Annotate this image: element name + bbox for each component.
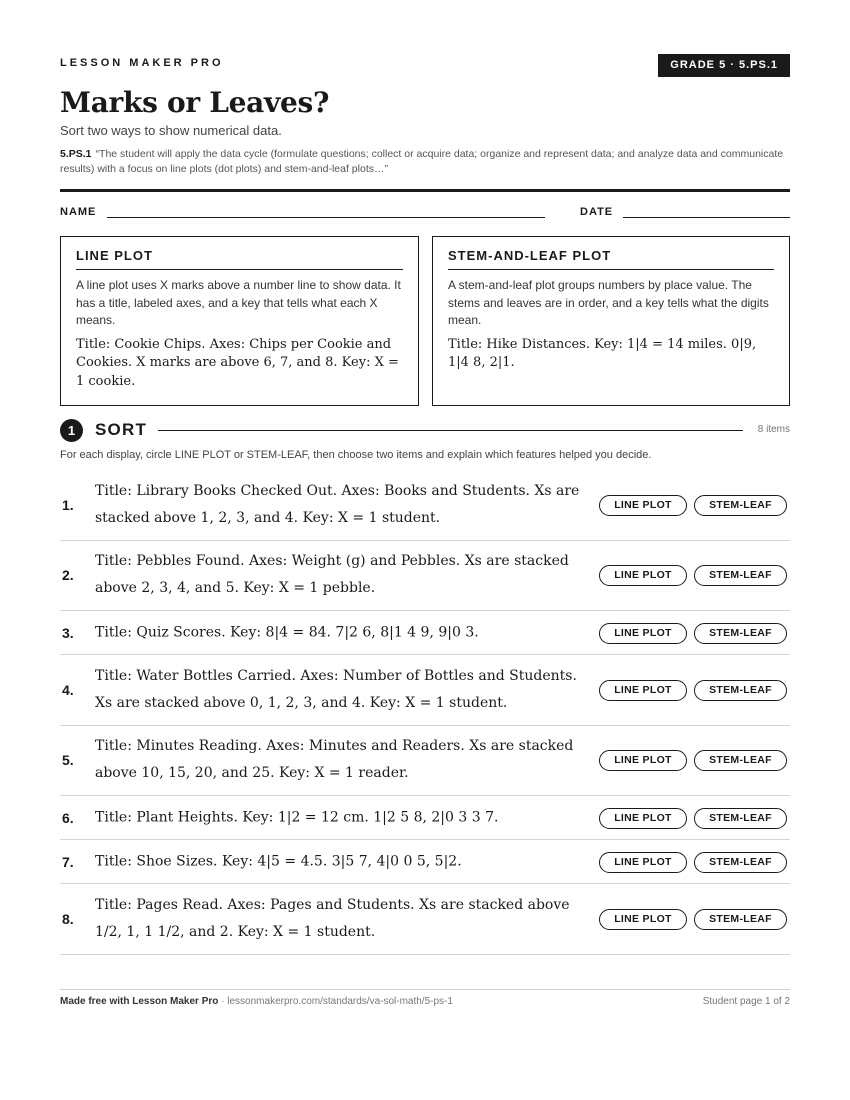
item-text: Title: Water Bottles Carried. Axes: Number of Bottles and Students. Xs are stacked above 0, 1, 2, 3, and 4. Key: X = 1 student. (95, 667, 577, 711)
sort-item (60, 796, 790, 840)
line-plot-choice[interactable]: LINE PLOT (599, 623, 687, 644)
stem-leaf-choice[interactable]: STEM-LEAF (694, 909, 787, 930)
header-divider (60, 189, 790, 192)
choice-group (599, 680, 787, 700)
stem-leaf-box (432, 236, 790, 406)
sort-item (60, 884, 790, 955)
stem-leaf-choice[interactable]: STEM-LEAF (694, 680, 787, 701)
standard-text: “The student will apply the data cycle (formulate questions; collect or acquire data; organize and represent data; and analyze data and communicate results) with a focus on line plots (dot plots) and stem-and-leaf plots…” (60, 148, 784, 175)
stem-leaf-choice[interactable]: STEM-LEAF (694, 565, 787, 586)
item-number: 4. (62, 681, 74, 698)
section-item-count: 8 items (757, 424, 790, 435)
page-footer (60, 989, 790, 1014)
line-plot-choice[interactable]: LINE PLOT (599, 909, 687, 930)
stem-leaf-choice[interactable]: STEM-LEAF (694, 750, 787, 771)
choice-group (599, 565, 787, 585)
page-subtitle: Sort two ways to show numerical data. (60, 123, 282, 138)
item-number: 6. (62, 809, 74, 826)
name-field[interactable] (107, 217, 545, 218)
header (60, 0, 790, 80)
item-text: Title: Plant Heights. Key: 1|2 = 12 cm. 1|2 5 8, 2|0 3 3 7. (95, 809, 499, 825)
brand-name: LESSON MAKER PRO (60, 57, 224, 69)
page-title: Marks or Leaves? (60, 86, 330, 119)
footer-credit: Made free with Lesson Maker Pro (60, 996, 219, 1007)
line-plot-choice[interactable]: LINE PLOT (599, 565, 687, 586)
line-plot-choice[interactable]: LINE PLOT (599, 808, 687, 829)
grade-badge: GRADE 5 · 5.PS.1 (658, 54, 790, 77)
choice-group (599, 852, 787, 872)
name-label: NAME (60, 206, 97, 218)
stem-leaf-choice[interactable]: STEM-LEAF (694, 495, 787, 516)
date-label: DATE (580, 206, 614, 218)
item-number: 2. (62, 567, 74, 584)
item-text: Title: Minutes Reading. Axes: Minutes and Readers. Xs are stacked above 10, 15, 20, and 25. Key: X = 1 reader. (95, 738, 574, 782)
section-divider (158, 430, 743, 431)
footer-url: · lessonmakerpro.com/standards/va-sol-math/5-ps-1 (218, 996, 453, 1007)
sort-item-list (60, 470, 790, 955)
line-plot-description: A line plot uses X marks above a number line to show data. It has a title, labeled axes, and a key that tells what each X means. (76, 278, 401, 327)
item-number: 3. (62, 624, 74, 641)
section-number-badge: 1 (60, 419, 83, 442)
line-plot-example: Title: Cookie Chips. Axes: Chips per Cookie and Cookies. X marks are above 6, 7, and 8. Key: X = 1 cookie. (76, 336, 399, 389)
sort-item (60, 611, 790, 655)
item-text: Title: Quiz Scores. Key: 8|4 = 84. 7|2 6, 8|1 4 9, 9|0 3. (95, 624, 479, 640)
stem-leaf-choice[interactable]: STEM-LEAF (694, 808, 787, 829)
standard-code: 5.PS.1 (60, 148, 92, 160)
item-text: Title: Library Books Checked Out. Axes: Books and Students. Xs are stacked above 1, 2, 3, and 4. Key: X = 1 student. (95, 482, 580, 526)
stem-leaf-choice[interactable]: STEM-LEAF (694, 623, 787, 644)
choice-group (599, 808, 787, 828)
section-title: SORT (95, 420, 148, 439)
choice-group (599, 909, 787, 929)
sort-item (60, 470, 790, 541)
section-header (60, 419, 790, 443)
line-plot-choice[interactable]: LINE PLOT (599, 495, 687, 516)
sort-item (60, 840, 790, 884)
stem-leaf-description: A stem-and-leaf plot groups numbers by place value. The stems and leaves are in order, and a key tells what the digits mean. (448, 278, 769, 327)
footer-page-number: Student page 1 of 2 (702, 996, 790, 1007)
item-number: 5. (62, 752, 74, 769)
section-instructions: For each display, circle LINE PLOT or STEM-LEAF, then choose two items and explain which features helped you decide. (60, 449, 652, 461)
sort-item (60, 726, 790, 797)
item-number: 1. (62, 496, 74, 513)
item-text: Title: Shoe Sizes. Key: 4|5 = 4.5. 3|5 7, 4|0 0 5, 5|2. (95, 853, 462, 869)
date-field[interactable] (623, 217, 790, 218)
choice-group (599, 750, 787, 770)
sort-item (60, 655, 790, 726)
name-date-row (60, 206, 790, 220)
line-plot-box-title: LINE PLOT (76, 248, 403, 270)
line-plot-box (60, 236, 419, 406)
item-text: Title: Pebbles Found. Axes: Weight (g) and Pebbles. Xs are stacked above 2, 3, 4, and 5. Key: X = 1 pebble. (95, 553, 569, 597)
line-plot-choice[interactable]: LINE PLOT (599, 680, 687, 701)
worksheet-page (60, 0, 790, 1007)
item-number: 7. (62, 853, 74, 870)
choice-group (599, 495, 787, 515)
item-text: Title: Pages Read. Axes: Pages and Students. Xs are stacked above 1/2, 1, 1 1/2, and 2. Key: X = 1 student. (95, 896, 570, 940)
item-number: 8. (62, 910, 74, 927)
stem-leaf-example: Title: Hike Distances. Key: 1|4 = 14 miles. 0|9, 1|4 8, 2|1. (448, 336, 757, 370)
stem-leaf-choice[interactable]: STEM-LEAF (694, 852, 787, 873)
sort-item (60, 541, 790, 612)
line-plot-choice[interactable]: LINE PLOT (599, 852, 687, 873)
line-plot-choice[interactable]: LINE PLOT (599, 750, 687, 771)
standard-statement (60, 147, 790, 177)
choice-group (599, 623, 787, 643)
stem-leaf-box-title: STEM-AND-LEAF PLOT (448, 248, 774, 270)
